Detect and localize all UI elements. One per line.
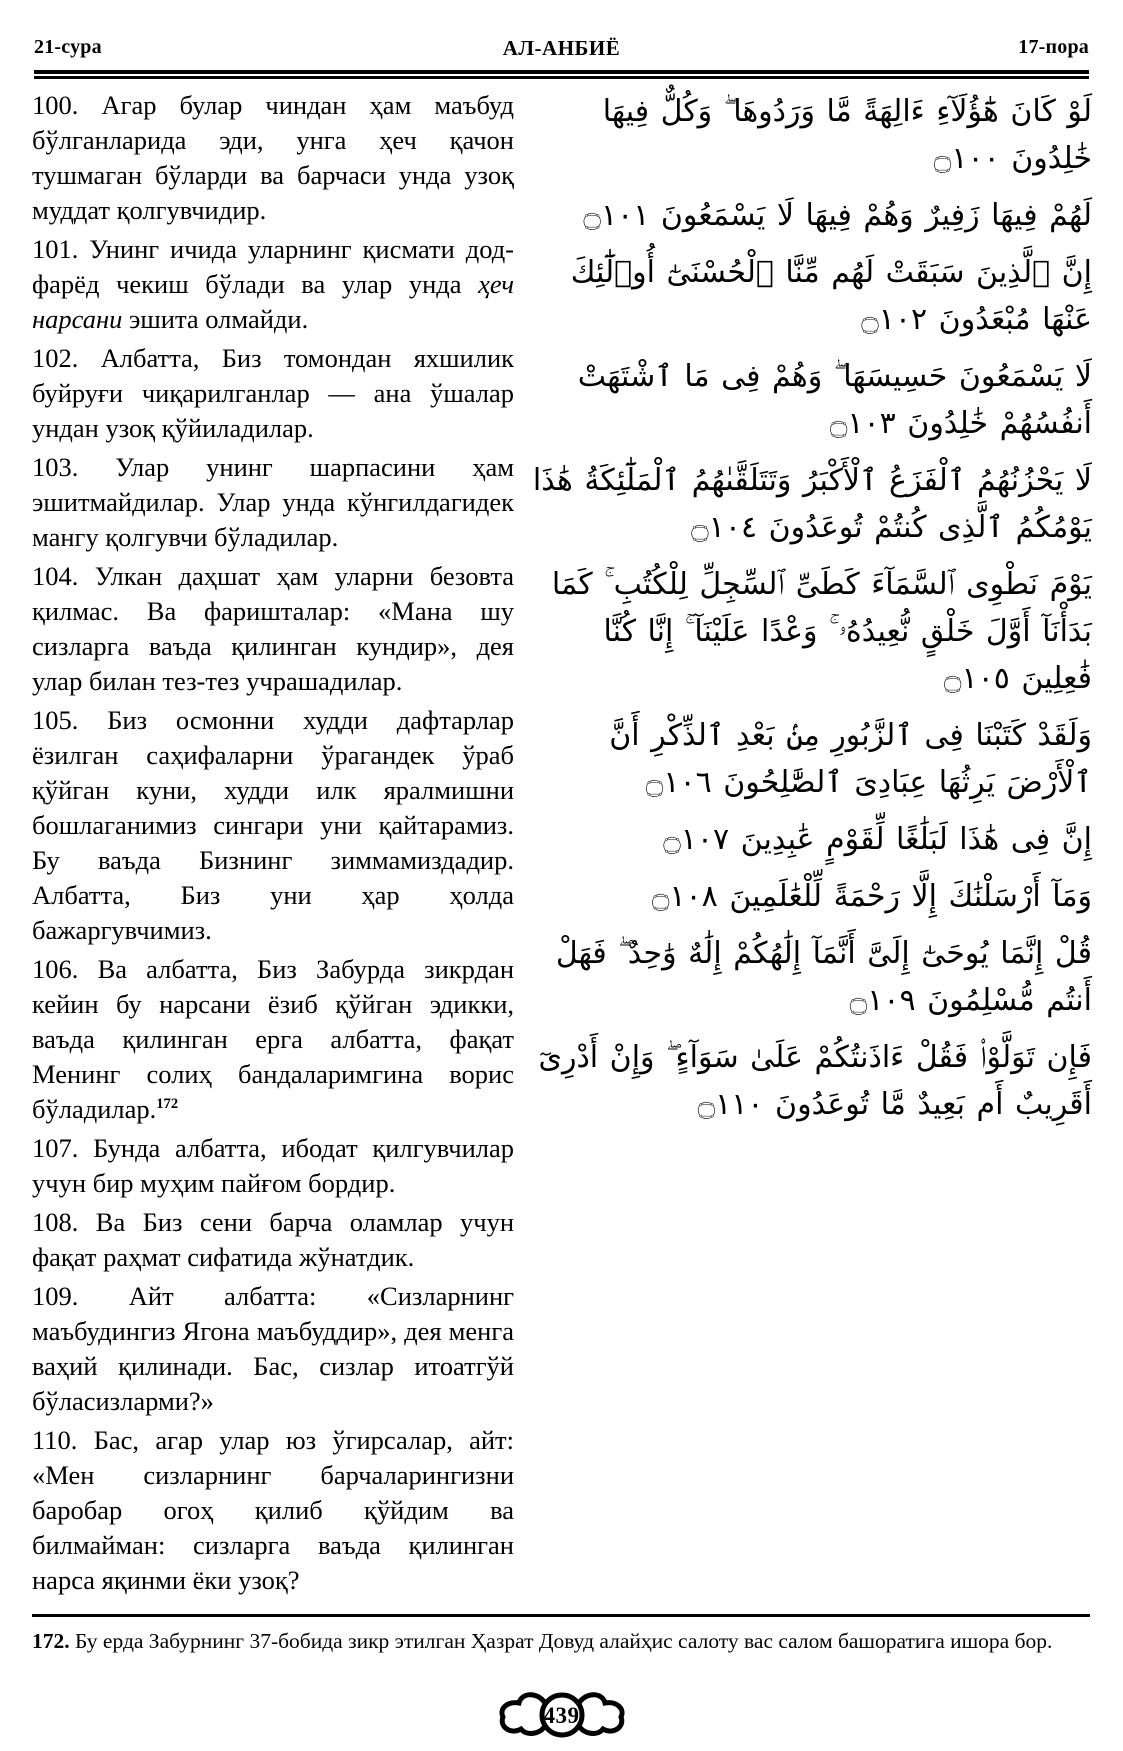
verse-text-part-b: эшита олмайди. (122, 304, 309, 334)
header-divider-line-top (34, 70, 1089, 74)
verse-text: Агар булар чиндан ҳам маъбуд бўлганларида эди, унга ҳеч қачон тушмаган бўларди ва барчаси унда узоқ муддат қолгувчидир. (32, 90, 514, 225)
verse-text: Ва албатта, Биз Забурда зикрдан кейин бу нарсани ёзиб қўйган эдикки, ваъда қилинган ерга албатта, фақат Менинг солиҳ бандаларимгина ворис бўладилар. (32, 954, 514, 1124)
arabic-verse: قُلْ إِنَّمَا يُوحَىٰٓ إِلَىَّ أَنَّمَآ إِلَٰهُكُمْ إِلَٰهٌ وَٰحِدٌ ۖ فَهَلْ أَنتُم مُّسْلِمُونَ ۝١٠٩ (555, 936, 1092, 1018)
arabic-verse: إِنَّ فِى هَٰذَا لَبَلَٰغًا لِّقَوْمٍ عَٰبِدِينَ ۝١٠٧ (663, 822, 1092, 857)
translation-column (32, 88, 514, 1598)
verse-text: Бас, агар улар юз ўгирсалар, айт: «Мен сизларнинг барчаларингизни баробар огоҳ қилиб қўйдим ва билмайман: сизларга ваъда қилинган нарса яқинми ёки узоқ? (32, 1425, 515, 1595)
verse-number: 110. (32, 1425, 78, 1455)
verse-text: Улар унинг шарпасини ҳам эшитмайдилар. Улар унда кўнгилдагидек мангу қолгувчи бўладилар. (32, 452, 514, 552)
translation-verse (32, 1423, 514, 1598)
page-number: 439 (543, 1703, 580, 1728)
arabic-verse: لَا يَسْمَعُونَ حَسِيسَهَا ۖ وَهُمْ فِى مَا ٱشْتَهَتْ أَنفُسُهُمْ خَٰلِدُونَ ۝١٠٣ (577, 359, 1092, 441)
footnote-marker[interactable]: 172 (156, 1096, 179, 1113)
arabic-verse: وَمَآ أَرْسَلْنَٰكَ إِلَّا رَحْمَةً لِّلْعَٰلَمِينَ ۝١٠٨ (651, 879, 1092, 914)
arabic-verse: لَهُمْ فِيهَا زَفِيرٌ وَهُمْ فِيهَا لَا يَسْمَعُونَ ۝١٠١ (583, 198, 1092, 233)
translation-verse (32, 559, 514, 699)
footnote (32, 1626, 1090, 1657)
verse-number: 108. (32, 1207, 79, 1237)
header-sura-label: 21-сура (34, 36, 102, 58)
footnote-divider (32, 1614, 1090, 1617)
verse-text: Ва Биз сени барча оламлар учун фақат раҳмат сифатида жўнатдик. (32, 1207, 515, 1272)
verse-number: 104. (32, 561, 79, 591)
arabic-verse: لَوْ كَانَ هَٰٓؤُلَآءِ ءَالِهَةً مَّا وَرَدُوهَا ۖ وَكُلٌّ فِيهَا خَٰلِدُونَ ۝١٠٠ (602, 94, 1092, 176)
verse-number: 103. (32, 452, 79, 482)
verse-number: 107. (32, 1133, 79, 1163)
header-juz-label: 17-пора (1018, 36, 1089, 58)
translation-verse (32, 341, 514, 446)
translation-verse (32, 450, 514, 555)
translation-verse (32, 232, 514, 337)
translation-verse (32, 88, 514, 228)
footnote-text: Бу ерда Забурнинг 37-бобида зикр этилган Ҳазрат Довуд алайҳис салоту вас салом башоратига ишора бор. (75, 1629, 1053, 1653)
verse-text-part-a: Унинг ичида уларнинг қисмати дод-фарёд чекиш бўлади ва улар унда (32, 234, 515, 299)
arabic-verse: إِنَّ ٱلَّذِينَ سَبَقَتْ لَهُم مِّنَّا ٱلْحُسْنَىٰٓ أُو۟لَٰٓئِكَ عَنْهَا مُبْعَدُونَ ۝١٠٢ (570, 255, 1092, 337)
verse-number: 106. (32, 954, 79, 984)
arabic-verse: لَا يَحْزُنُهُمُ ٱلْفَزَعُ ٱلْأَكْبَرُ وَتَتَلَقَّىٰهُمُ ٱلْمَلَٰٓئِكَةُ هَٰذَا يَوْمُكُمُ ٱلَّذِى كُنتُمْ تُوعَدُونَ ۝١٠٤ (532, 463, 1092, 545)
arabic-verse: يَوْمَ نَطْوِى ٱلسَّمَآءَ كَطَىِّ ٱلسِّجِلِّ لِلْكُتُبِ ۚ كَمَا بَدَأْنَآ أَوَّلَ خَلْقٍ نُّعِيدُهُۥ ۚ وَعْدًا عَلَيْنَآ ۚ إِنَّا كُنَّا فَٰعِلِينَ ۝١٠٥ (551, 567, 1092, 696)
page-number-ornament (0, 1684, 1123, 1746)
verse-emphasis: ҳеч нарсани (32, 269, 514, 334)
arabic-column (530, 88, 1092, 1138)
verse-number: 109. (32, 1281, 79, 1311)
translation-verse (32, 952, 514, 1127)
verse-text: Айт албатта: «Сизларнинг маъбудингиз Ягона маъбуддир», дея менга ваҳий қилинади. Бас, сизлар итоатгўй бўласизларми?» (32, 1281, 515, 1416)
verse-number: 105. (32, 705, 79, 735)
header-divider-line-bottom (34, 76, 1089, 79)
verse-text: Улкан даҳшат ҳам уларни безовта қилмас. Ва фаришталар: «Мана шу сизларга ваъда қилинган кундир», дея улар билан тез-тез учрашадилар. (32, 561, 514, 696)
translation-verse (32, 1279, 514, 1419)
footnote-number: 172. (32, 1629, 70, 1653)
verse-text: Биз осмонни худди дафтарлар ёзилган саҳифаларни ўрагандек ўраб қўйган куни, худди илк яралмишни бошлаганимиз сингари уни қайтарамиз. Бу ваъда Бизнинг зиммамиздадир. Албатта, Биз уни ҳар ҳолда бажаргувчимиз. (32, 705, 515, 945)
verse-text: Албатта, Биз томондан яхшилик буйруғи чиқарилганлар — ана ўшалар ундан узоқ қўйиладилар. (32, 343, 514, 443)
verse-number: 101. (32, 234, 79, 264)
verse-number: 102. (32, 343, 79, 373)
arabic-verse: فَإِن تَوَلَّوْا۟ فَقُلْ ءَاذَنتُكُمْ عَلَىٰ سَوَآءٍ ۖ وَإِنْ أَدْرِىٓ أَقَرِيبٌ أَم بَعِيدٌ مَّا تُوعَدُونَ ۝١١٠ (538, 1040, 1092, 1122)
page-body (0, 88, 1123, 1608)
header-sura-title: АЛ-АНБИЁ (502, 36, 621, 60)
verse-text: Бунда албатта, ибодат қилгувчилар учун бир муҳим пайғом бордир. (32, 1133, 514, 1198)
arabic-verse: وَلَقَدْ كَتَبْنَا فِى ٱلزَّبُورِ مِنۢ بَعْدِ ٱلذِّكْرِ أَنَّ ٱلْأَرْضَ يَرِثُهَا عِبَادِىَ ٱلصَّٰلِحُونَ ۝١٠٦ (609, 718, 1092, 800)
translation-verse (32, 1131, 514, 1201)
translation-verse (32, 1205, 514, 1275)
header-divider (34, 70, 1089, 79)
verse-number: 100. (32, 90, 79, 120)
running-header (34, 36, 1089, 59)
translation-verse (32, 703, 514, 948)
